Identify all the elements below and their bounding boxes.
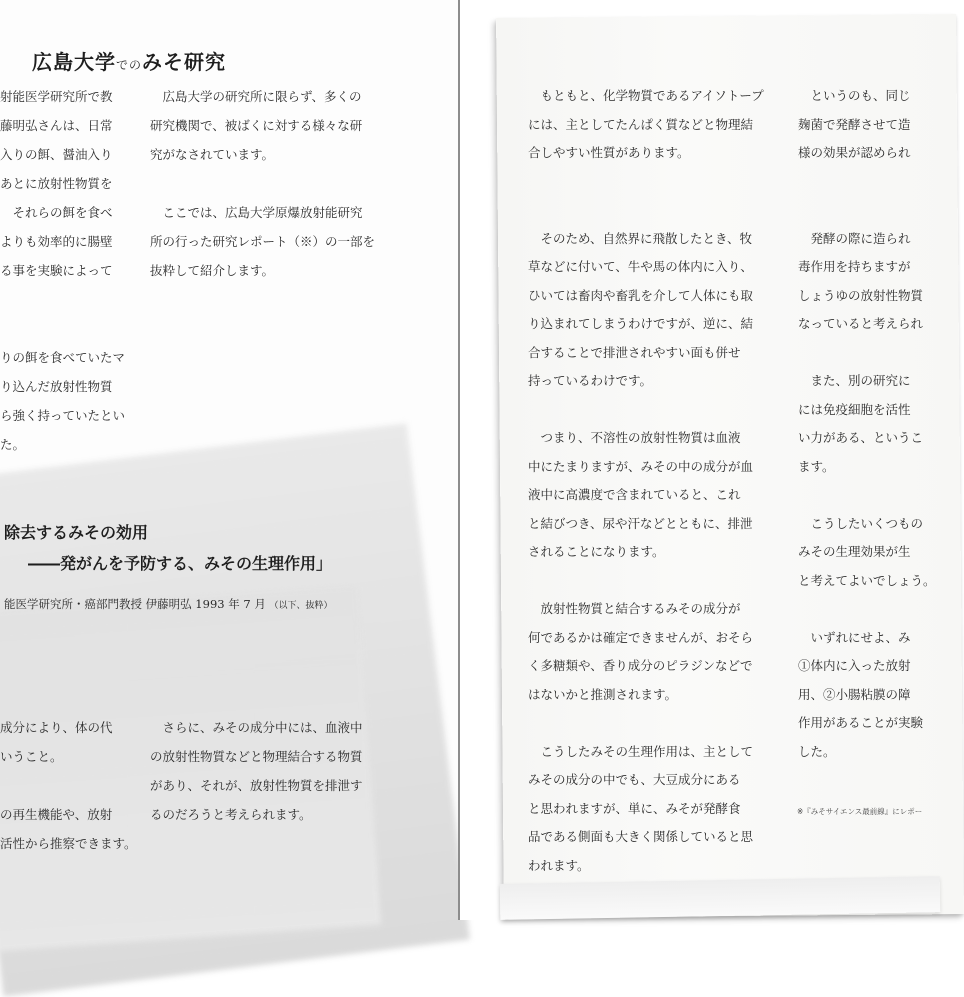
- text-line: 用、②小腸粘膜の障: [798, 686, 911, 702]
- text-line: もともと、化学物質であるアイソトープ: [528, 88, 764, 103]
- text-line: [528, 168, 764, 197]
- right-page: [460, 0, 936, 920]
- paper-edge: [500, 876, 941, 920]
- text-line: した。: [798, 743, 836, 759]
- text-line: 活性から推察できます。: [0, 836, 137, 851]
- text-line: 液中に高濃度で含まれていると、これ: [528, 487, 741, 502]
- section-subheading: ――発がんを予防する、みその生理作用」: [28, 554, 333, 573]
- text-line: よりも効率的に腸壁: [0, 234, 113, 249]
- text-line: 麹菌で発酵させて造: [798, 116, 911, 132]
- text-line: 成分により、体の代: [0, 720, 113, 735]
- text-line: こうしたみその生理作用は、主として: [528, 743, 754, 759]
- text-line: ひいては畜肉や畜乳を介して人体にも取: [528, 287, 754, 303]
- report-column-1: [528, 82, 764, 880]
- text-line: 所の行った研究レポート（※）の一部を: [150, 234, 376, 249]
- body-left-column: [0, 713, 137, 858]
- text-line: 射能医学研究所で教: [0, 89, 113, 104]
- text-line: 様の効果が認められ: [798, 145, 911, 160]
- text-line: [798, 339, 936, 368]
- text-line: ①体内に入った放射: [798, 658, 911, 673]
- text-line: 入りの餌、醤油入り: [0, 147, 113, 162]
- text-line: ます。: [798, 458, 835, 474]
- text-line: 合しやすい性質があります。: [528, 145, 690, 160]
- text-line: 究がなされています。: [150, 147, 275, 162]
- text-line: 何であるかは確定できませんが、おそら: [528, 629, 754, 645]
- text-line: みその成分の中でも、大豆成分にある: [528, 772, 741, 787]
- body-right-column: [150, 713, 363, 829]
- text-line: 発酵の際に造られ: [798, 230, 911, 246]
- text-line: 研究機関で、被ばくに対する様々な研: [150, 118, 363, 133]
- text-line: それらの餌を食べ: [0, 205, 113, 220]
- text-line: 合することで排泄されやすい面も併せ: [528, 344, 741, 360]
- article-title: 広島大学でのみそ研究: [32, 50, 227, 74]
- left-page: [0, 0, 458, 920]
- text-line: る事を実験によって: [0, 263, 113, 278]
- text-line: [798, 481, 936, 510]
- text-line: いずれにせよ、み: [798, 629, 911, 645]
- text-line: の再生機能や、放射: [0, 807, 113, 822]
- text-line: と結びつき、尿や汗などとともに、排泄: [528, 515, 753, 531]
- text-line: さらに、みその成分中には、血液中: [150, 720, 363, 735]
- text-line: 作用があることが実験: [798, 715, 924, 730]
- report-source: 能医学研究所・癌部門教授 伊藤明弘 1993 年 7 月 （以下、抜粋）: [4, 597, 333, 611]
- text-line: 広島大学の研究所に限らず、多くの: [150, 89, 362, 104]
- text-line: [798, 196, 936, 225]
- text-line: りの餌を食べていたマ: [0, 350, 126, 365]
- text-line: ら強く持っていたとい: [0, 408, 126, 423]
- text-line: [150, 169, 375, 198]
- text-line: われます。: [528, 857, 590, 873]
- text-line: 放射性物質と結合するみその成分が: [528, 601, 741, 616]
- text-line: り込んだ放射性物質: [0, 379, 113, 394]
- text-line: り込まれてしまうわけですが、逆に、結: [528, 316, 754, 331]
- text-line: には免疫細胞を活性: [798, 401, 911, 417]
- footnote: ※『みそサイエンス最前線』にレポー: [797, 807, 923, 816]
- text-line: い力がある、というこ: [798, 430, 924, 445]
- text-line: あとに放射性物質を: [0, 176, 113, 191]
- text-line: の放射性物質などと物理結合する物質: [150, 749, 363, 764]
- text-line: く多糖類や、香り成分のピラジンなどで: [528, 658, 753, 673]
- text-line: と思われますが、単に、みそが発酵食: [528, 800, 741, 816]
- text-line: 藤明弘さんは、日常: [0, 118, 113, 133]
- text-line: つまり、不溶性の放射性物質は血液: [528, 430, 741, 445]
- text-line: があり、それが、放射性物質を排泄す: [150, 778, 363, 793]
- text-line: みその生理効果が生: [798, 544, 911, 559]
- intro-left-column: [0, 82, 125, 459]
- text-line: [528, 567, 764, 596]
- text-line: そのため、自然界に飛散したとき、牧: [528, 230, 753, 246]
- text-line: 毒作用を持ちますが: [798, 259, 911, 274]
- text-line: 品である側面も大きく関係していると思: [528, 829, 754, 844]
- text-line: また、別の研究に: [798, 373, 911, 388]
- text-line: [528, 396, 764, 425]
- text-line: た。: [0, 437, 26, 452]
- text-line: ここでは、広島大学原爆放射能研究: [150, 205, 363, 220]
- intro-right-column: [150, 82, 375, 285]
- report-column-2: [798, 82, 936, 766]
- text-line: [798, 168, 936, 197]
- text-line: [0, 285, 125, 314]
- text-line: 草などに付いて、牛や馬の体内に入り、: [528, 259, 753, 274]
- text-line: こうしたいくつもの: [798, 515, 924, 531]
- text-line: [0, 314, 125, 343]
- text-line: されることになります。: [528, 544, 665, 559]
- text-line: [528, 196, 764, 225]
- text-line: というのも、同じ: [798, 88, 911, 103]
- text-line: 抜粋して紹介します。: [150, 263, 275, 278]
- text-line: いうこと。: [0, 749, 63, 764]
- text-line: しょうゆの放射性物質: [798, 287, 924, 303]
- text-line: 持っているわけです。: [528, 373, 653, 388]
- text-line: [0, 771, 137, 800]
- text-line: 中にたまりますが、みその中の成分が血: [528, 458, 754, 474]
- text-line: [528, 709, 764, 738]
- text-line: には、主としてたんぱく質などと物理結: [528, 116, 754, 132]
- text-line: なっていると考えられ: [798, 316, 924, 331]
- text-line: るのだろうと考えられます。: [150, 807, 312, 822]
- text-line: と考えてよいでしょう。: [798, 572, 936, 588]
- section-heading: 除去するみその効用: [4, 523, 149, 542]
- text-line: はないかと推測されます。: [528, 686, 678, 702]
- text-line: [798, 595, 936, 624]
